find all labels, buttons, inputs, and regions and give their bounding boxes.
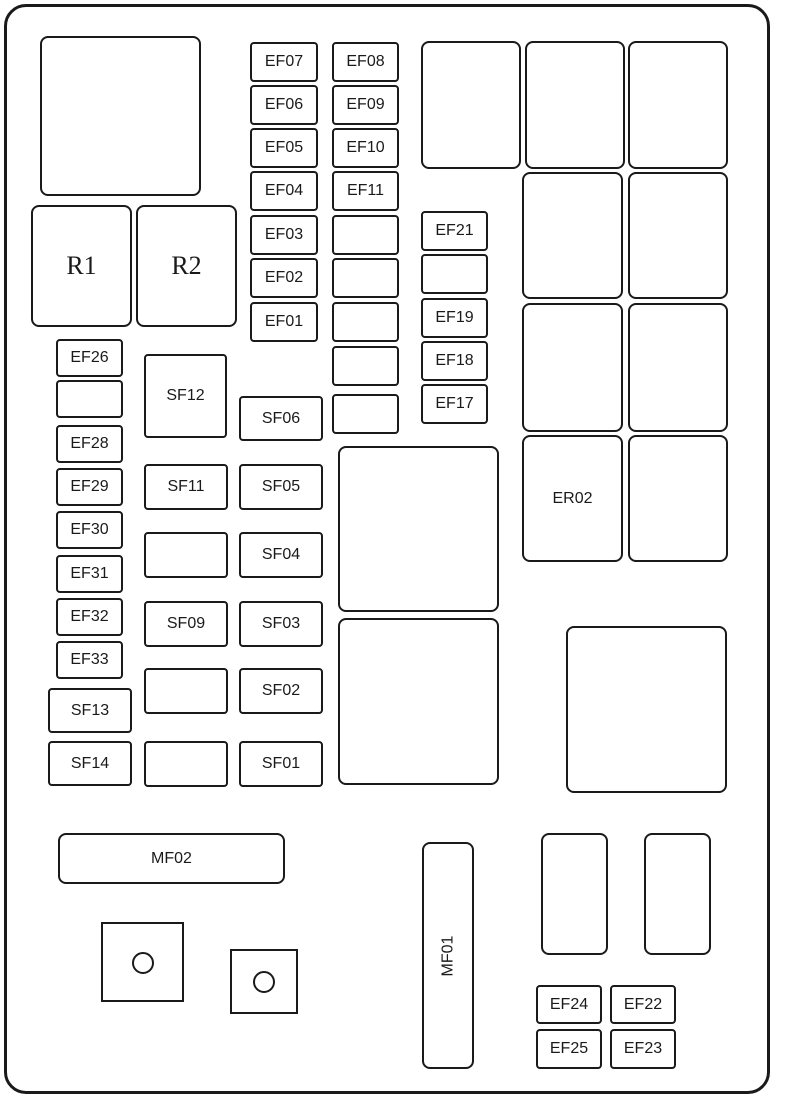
relay-r1-label: R1	[66, 251, 97, 280]
fuse-ef25	[536, 1029, 602, 1069]
fuse-ef26-label: EF26	[70, 349, 109, 366]
relay-slot	[628, 435, 728, 562]
fuse-ef10-label: EF10	[346, 139, 385, 156]
module-slot	[566, 626, 727, 793]
relay-slot	[628, 41, 728, 169]
fuse-sf06	[239, 396, 323, 441]
fuse-sf11	[144, 464, 228, 510]
fuse-ef29-label: EF29	[70, 478, 109, 495]
fuse-ef04	[250, 171, 318, 211]
fuse-ef30-label: EF30	[70, 521, 109, 538]
fuse-ef21-label: EF21	[435, 222, 474, 239]
fuse-sf09-label: SF09	[166, 615, 206, 632]
fuse-ef23	[610, 1029, 676, 1069]
fuse-slot-empty	[644, 833, 711, 955]
relay-r1	[31, 205, 132, 327]
fuse-ef01-label: EF01	[264, 313, 304, 330]
fuse-ef05-label: EF05	[264, 139, 304, 156]
fuse-ef18	[421, 341, 488, 381]
fuse-ef10	[332, 128, 399, 168]
fuse-sf02-label: SF02	[261, 682, 301, 699]
fuse-mf01	[422, 842, 474, 1069]
fuse-sf04	[239, 532, 323, 578]
fuse-slot-empty	[332, 394, 399, 434]
fuse-ef17-label: EF17	[435, 395, 474, 412]
fuse-ef24	[536, 985, 602, 1024]
fuse-ef08	[332, 42, 399, 82]
fuse-slot-empty	[332, 215, 399, 255]
fuse-ef19-label: EF19	[435, 309, 474, 326]
relay-er02	[522, 435, 623, 562]
fuse-ef22-label: EF22	[623, 995, 663, 1013]
fuse-ef02-label: EF02	[264, 269, 304, 286]
fuse-sf12	[144, 354, 227, 438]
fuse-slot-empty	[332, 302, 399, 342]
fuse-ef28-label: EF28	[70, 435, 109, 452]
fuse-sf13	[48, 688, 132, 733]
fuse-sf05-label: SF05	[261, 478, 301, 495]
fuse-ef03-label: EF03	[264, 226, 304, 243]
fuse-ef19	[421, 298, 488, 338]
fuse-ef06-label: EF06	[264, 96, 304, 113]
fuse-ef03	[250, 215, 318, 255]
fuse-mf02	[58, 833, 285, 884]
fuse-mf02-label: MF02	[151, 849, 192, 867]
relay-slot	[421, 41, 521, 169]
fuse-slot-empty	[144, 532, 228, 578]
fuse-ef22	[610, 985, 676, 1024]
fuse-slot-empty	[332, 346, 399, 386]
fuse-sf01	[239, 741, 323, 787]
fuse-ef32	[56, 598, 123, 636]
fuse-sf01-label: SF01	[261, 755, 301, 772]
fuse-ef07-label: EF07	[264, 53, 304, 70]
fuse-ef33	[56, 641, 123, 679]
fuse-ef06	[250, 85, 318, 125]
fuse-ef29	[56, 468, 123, 506]
fuse-slot-empty	[541, 833, 608, 955]
relay-slot	[628, 172, 728, 299]
relay-slot	[522, 172, 623, 299]
fuse-sf06-label: SF06	[261, 409, 301, 427]
fuse-slot-empty	[421, 254, 488, 294]
relay-slot	[522, 303, 623, 432]
fuse-sf09	[144, 601, 228, 647]
fuse-ef11	[332, 171, 399, 211]
fuse-ef33-label: EF33	[70, 651, 109, 668]
fuse-ef32-label: EF32	[70, 608, 109, 625]
module-slot	[338, 618, 499, 785]
module-slot	[338, 446, 499, 612]
fuse-ef05	[250, 128, 318, 168]
fuse-sf02	[239, 668, 323, 714]
fuse-ef01	[250, 302, 318, 342]
fuse-ef04-label: EF04	[264, 182, 304, 199]
mounting-stud-left	[101, 922, 184, 1002]
bolt-hole-icon	[253, 971, 275, 993]
fuse-ef31	[56, 555, 123, 593]
fuse-ef09-label: EF09	[346, 96, 385, 113]
fuse-sf12-label: SF12	[166, 387, 205, 404]
fuse-ef09	[332, 85, 399, 125]
fuse-ef07	[250, 42, 318, 82]
fuse-sf03-label: SF03	[261, 615, 301, 632]
fuse-ef11-label: EF11	[346, 182, 385, 199]
fuse-ef31-label: EF31	[70, 565, 109, 582]
fuse-sf05	[239, 464, 323, 510]
relay-r2	[136, 205, 237, 327]
fuse-ef17	[421, 384, 488, 424]
fuse-sf14	[48, 741, 132, 786]
fuse-slot-empty	[144, 741, 228, 787]
fuse-sf11-label: SF11	[167, 478, 205, 495]
fuse-slot-empty	[332, 258, 399, 298]
fuse-ef30	[56, 511, 123, 549]
mounting-stud-right	[230, 949, 298, 1014]
fuse-ef28	[56, 425, 123, 463]
relay-slot	[525, 41, 625, 169]
fuse-ef02	[250, 258, 318, 298]
bolt-hole-icon	[132, 952, 154, 974]
relay-er02-label: ER02	[552, 489, 593, 507]
fuse-ef18-label: EF18	[435, 352, 474, 369]
fuse-mf01-label: MF01	[439, 935, 456, 976]
fuse-slot-empty	[144, 668, 228, 714]
fuse-ef25-label: EF25	[549, 1040, 589, 1057]
relay-r2-label: R2	[171, 251, 202, 280]
fuse-slot-empty	[56, 380, 123, 418]
fuse-ef26	[56, 339, 123, 377]
fuse-sf03	[239, 601, 323, 647]
fuse-ef21	[421, 211, 488, 251]
fuse-sf13-label: SF13	[70, 701, 110, 719]
fuse-ef08-label: EF08	[346, 53, 385, 70]
fuse-ef23-label: EF23	[623, 1040, 663, 1057]
relay-slot	[628, 303, 728, 432]
fuse-ef24-label: EF24	[549, 995, 589, 1013]
relay-slot-large-top-left	[40, 36, 201, 196]
fuse-sf14-label: SF14	[70, 754, 110, 772]
fuse-sf04-label: SF04	[261, 546, 301, 563]
